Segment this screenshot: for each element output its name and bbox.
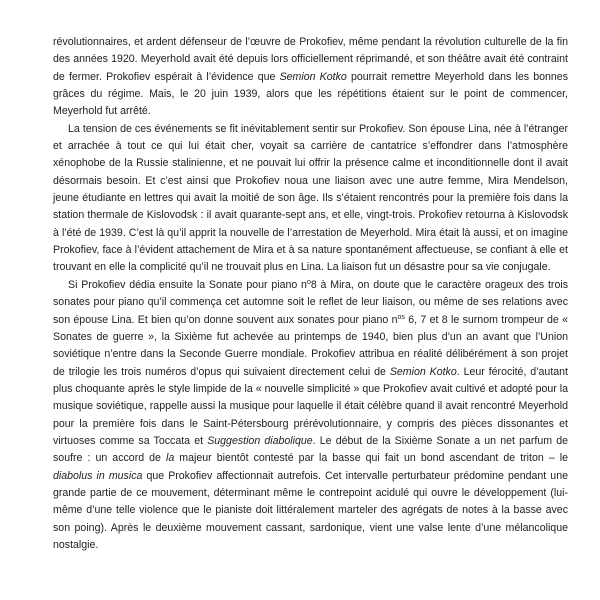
paragraph: [53, 277, 568, 555]
text-run: 6, 7 et 8 le surnom trompeur de « Sonates de guerre », la Sixième fut achevée au printemps de 1940, bien plus d’un an avant que l’Union soviétique n’entre dans la Seconde Guerre mondiale. Prokofiev attribua en réalité délibérément à son projet de trilogie les trois numéros d’opus qui suivaient directement celui de: [53, 313, 568, 378]
italic-text: la: [166, 452, 175, 465]
text-run: 8 à Mira, on doute que le caractère orageux des trois sonates pour piano qu’il commença cet automne soit le reflet de leur liaison, ou même de ses relations avec son épouse Lina. Et bien qu’on donne souvent aux sonates pour piano n: [53, 278, 568, 326]
italic-text: Suggestion diabolique: [207, 434, 313, 447]
text-run: . Le début de la Sixième Sonate a un net parfum de soufre : un accord de: [53, 434, 568, 465]
text-run: que Prokofiev affectionnait autrefois. Cet intervalle perturbateur prédomine pendant une grande partie de ce mouvement, déterminant même le contrepoint acidulé qui ouvre le développement (lui-même d’une telle violence que le pianiste doit littéralement marteler des agrégats de notes à la basse avec son poing). Après le deuxième mouvement cassant, sardonique, vient une valse lente d’une mélancolique nostalgie.: [53, 469, 568, 551]
superscript: os: [397, 313, 405, 321]
paragraph: [53, 34, 568, 121]
italic-text: diabolus in musica: [53, 469, 143, 482]
superscript: o: [306, 278, 311, 286]
text-run: majeur bientôt contesté par la basse qui fait un bond ascendant de triton – le: [174, 452, 568, 465]
paragraph: [53, 121, 568, 277]
document-page: [53, 34, 568, 554]
text-run: . Leur férocité, d’autant plus choquante après le style limpide de la « nouvelle simplicité » que Prokofiev avait cultivé et adopté pour la musique soviétique, rappelle aussi la musique pour laquelle il était célèbre quand il avait rencontré Meyerhold pour la première fois dans le Saint-Pétersbourg prérévolutionnaire, y compris des pièces dissonantes et virtuoses comme sa Toccata et: [53, 365, 568, 447]
italic-text: Semion Kotko: [389, 365, 457, 378]
text-run: pourrait remettre Meyerhold dans les bonnes grâces du régime. Mais, le 20 juin 1939, alors que les répétitions étaient sur le point de commencer, Meyerhold fut arrêté.: [53, 70, 568, 118]
text-run: révolutionnaires, et ardent défenseur de l’œuvre de Prokofiev, même pendant la révolution culturelle de la fin des années 1920. Meyerhold avait été depuis lors officiellement réprimandé, et son théâtre avait été contraint de fermer. Prokofiev espérait à l’évidence que: [53, 36, 568, 83]
text-run: La tension de ces événements se fit inévitablement sentir sur Prokofiev. Son épouse Lina, née à l’étranger et arrachée à tout ce qui lui était cher, voyait sa carrière de cantatrice s’effondrer dans l’atmosphère xénophobe de la Russie stalinienne, et ne pouvait lui offrir la présence calme et inconditionnelle dont il avait désormais besoin. Et c’est ainsi que Prokofiev noua une liaison avec une autre femme, Mira Mendelson, jeune étudiante en lettres qui avait la moitié de son âge. Ils s’étaient rencontrés pour la première fois dans la station thermale de Kislovodsk : il avait quarante-sept ans, et elle, vingt-trois. Prokofiev retourna à Kislovodsk à l’été de 1939. C’est là qu’il apprit la nouvelle de l’arrestation de Meyerhold. Mira était là aussi, et on imagine Prokofiev, face à l’évident attachement de Mira et à sa nature spontanément affectueuse, se confiant à elle et trouvant en elle la complicité qu’il ne trouvait plus en Lina. La liaison fut un désastre pour sa vie conjugale.: [53, 122, 568, 274]
text-run: Si Prokofiev dédia ensuite la Sonate pour piano n: [68, 278, 307, 291]
italic-text: Semion Kotko: [279, 70, 347, 83]
